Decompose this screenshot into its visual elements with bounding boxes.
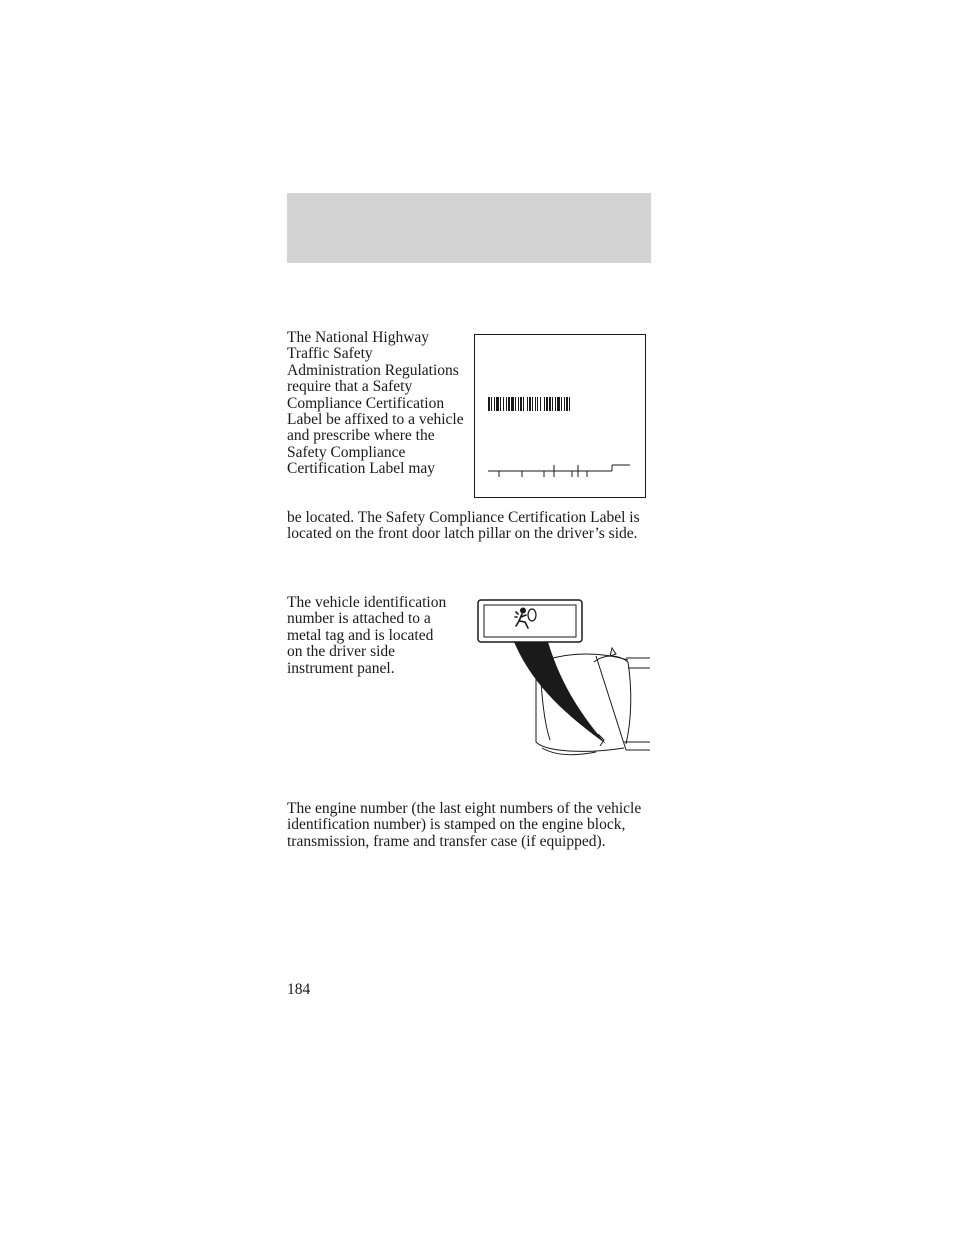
vin-location-paragraph: The vehicle identification number is attached to a metal tag and is located on the driver side instrument panel. — [287, 594, 447, 677]
barcode-bar — [564, 397, 565, 411]
barcode-bar — [546, 397, 548, 411]
barcode-bar — [500, 397, 501, 411]
barcode-bar — [523, 397, 524, 411]
barcode-bar — [527, 397, 528, 411]
barcode-bar — [518, 397, 519, 411]
barcode-bar — [561, 397, 562, 411]
barcode-bar — [488, 397, 490, 411]
barcode-bar — [552, 397, 553, 411]
certification-label-illustration — [474, 334, 646, 498]
barcode-bar — [506, 397, 507, 411]
certification-label-figure — [474, 334, 646, 498]
barcode-bar — [544, 397, 545, 411]
barcode-bar — [540, 397, 541, 411]
barcode-bar — [555, 397, 556, 411]
barcode-bar — [529, 397, 531, 411]
certification-label-paragraph-continued: be located. The Safety Compliance Certification Label is located on the front door latch pillar on the driver’s side. — [287, 509, 640, 543]
vin-location-figure — [476, 598, 652, 758]
barcode-bar — [569, 397, 570, 411]
page-number: 184 — [287, 981, 311, 998]
barcode-bar — [491, 397, 492, 411]
barcode-bar — [515, 397, 516, 411]
barcode-bar — [494, 397, 495, 411]
barcode-bar — [496, 397, 499, 411]
barcode-bar — [566, 397, 568, 411]
barcode-bar — [520, 397, 522, 411]
barcode-graphic — [488, 397, 570, 411]
certification-label-paragraph: The National Highway Traffic Safety Administration Regulations require that a Safety Compliance Certification Label be affixed to a vehicle and prescribe where the Safety Compliance Certification Label may — [287, 329, 464, 478]
barcode-bar — [511, 397, 514, 411]
barcode-bar — [549, 397, 551, 411]
barcode-bar — [532, 397, 533, 411]
barcode-bar — [557, 397, 560, 411]
barcode-bar — [535, 397, 536, 411]
barcode-bar — [508, 397, 510, 411]
section-header-band — [287, 193, 651, 263]
barcode-bar — [503, 397, 504, 411]
engine-number-paragraph: The engine number (the last eight numbers of the vehicle identification number) is stamped on the engine block, transmission, frame and transfer case (if equipped). — [287, 800, 642, 850]
vin-plate-dashboard-illustration — [476, 598, 652, 758]
barcode-bar — [537, 397, 538, 411]
